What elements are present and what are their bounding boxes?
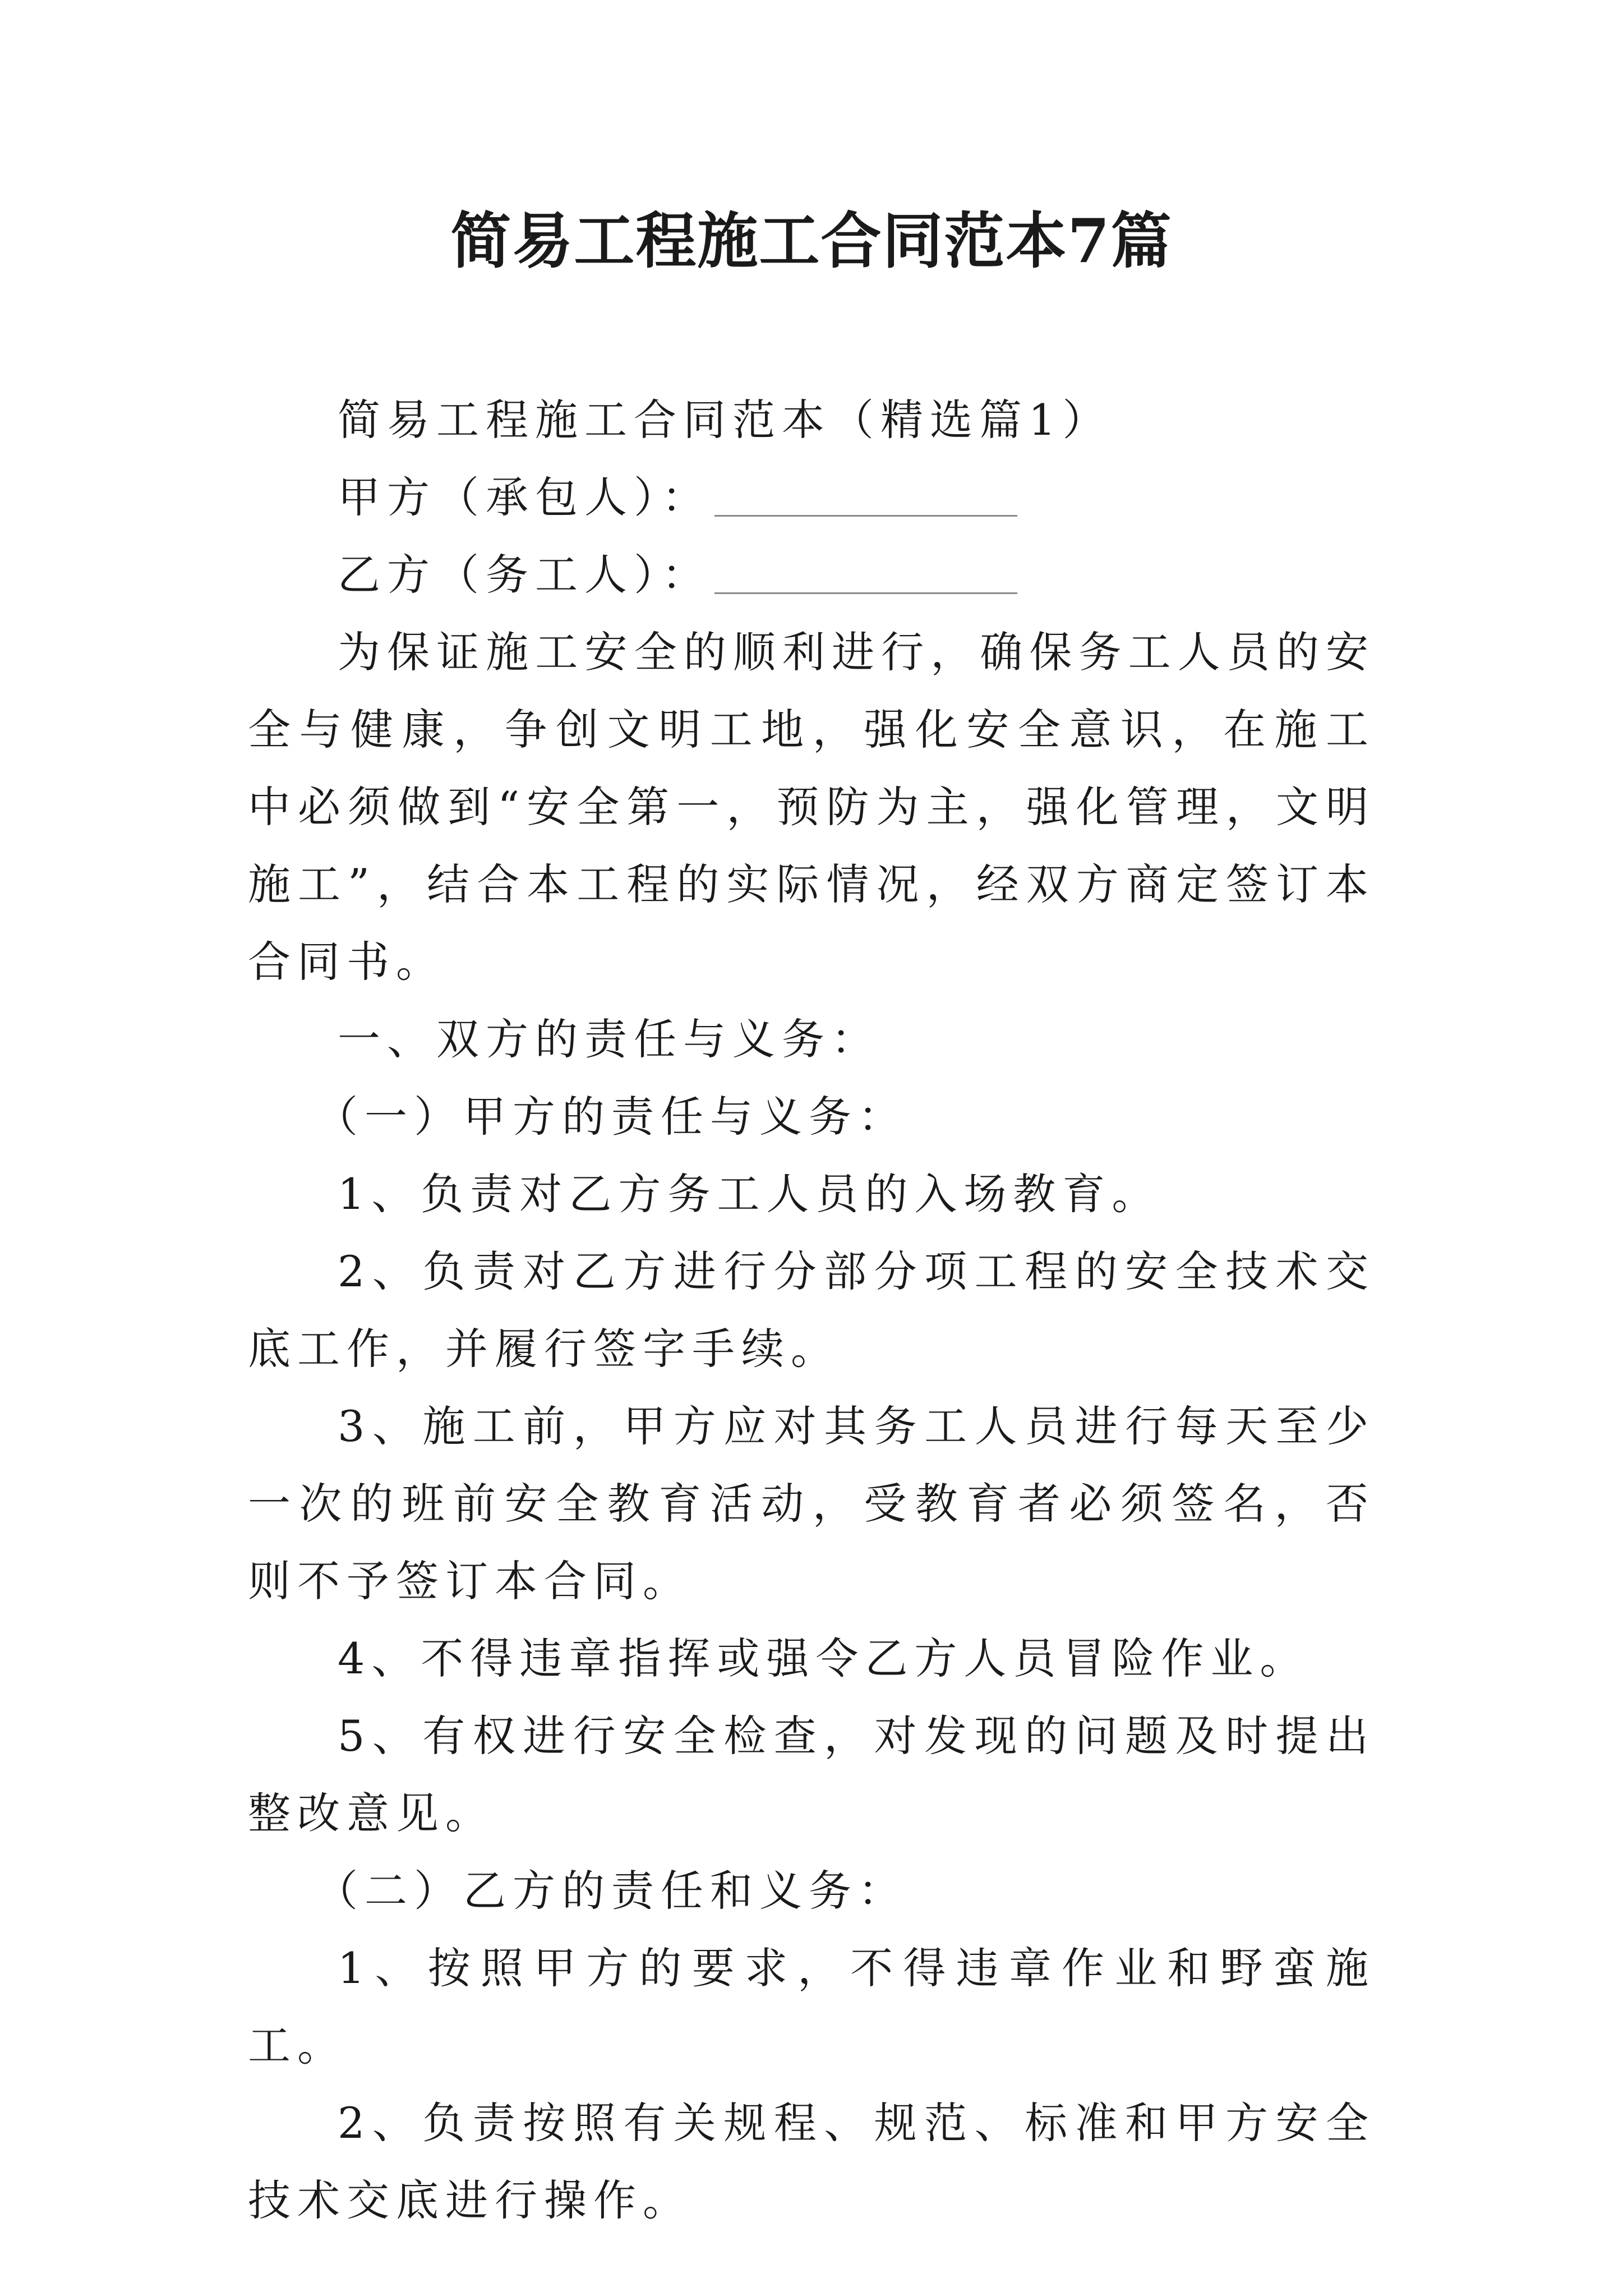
sub-a-heading: （一）甲方的责任与义务：: [315, 1092, 907, 1142]
a-item-1: 1、负责对乙方务工人员的入场教育。: [338, 1169, 1161, 1219]
party-b-blank: [714, 592, 1017, 594]
a-item-3: 3、施工前，甲方应对其务工人员进行每天至少一次的班前安全教育活动，受教育者必须签名，否则不予签订本合同。: [248, 1401, 1375, 1606]
party-a-blank: [714, 514, 1017, 517]
b-item-2: 2、负责按照有关规程、规范、标准和甲方安全技术交底进行操作。: [248, 2098, 1375, 2225]
party-b-label: 乙方（务工人）：: [338, 550, 711, 600]
party-a-label: 甲方（承包人）：: [338, 472, 711, 522]
section1-heading: 一、双方的责任与义务：: [338, 1014, 880, 1064]
intro-paragraph: 为保证施工安全的顺利进行，确保务工人员的安全与健康，争创文明工地，强化安全意识，在施工中必须做到“安全第一，预防为主，强化管理，文明施工”，结合本工程的实际情况，经双方商定签订本合同书。: [248, 627, 1375, 987]
a-item-5: 5、有权进行安全检查，对发现的问题及时提出整改意见。: [248, 1711, 1375, 1838]
a-item-2: 2、负责对乙方进行分部分项工程的安全技术交底工作，并履行签字手续。: [248, 1246, 1375, 1374]
b-item-1: 1、按照甲方的要求，不得违章作业和野蛮施工。: [248, 1943, 1375, 2070]
document-body: [248, 381, 1375, 2239]
a-item-4: 4、不得违章指挥或强令乙方人员冒险作业。: [338, 1634, 1310, 1683]
sub-b-heading: （二）乙方的责任和义务：: [315, 1866, 907, 1916]
party-a-line: [248, 459, 1375, 536]
contract-subtitle: 简易工程施工合同范本（精选篇1）: [338, 395, 1112, 445]
party-b-line: [248, 536, 1375, 614]
document-title: 简易工程施工合同范本7篇: [450, 206, 1173, 277]
